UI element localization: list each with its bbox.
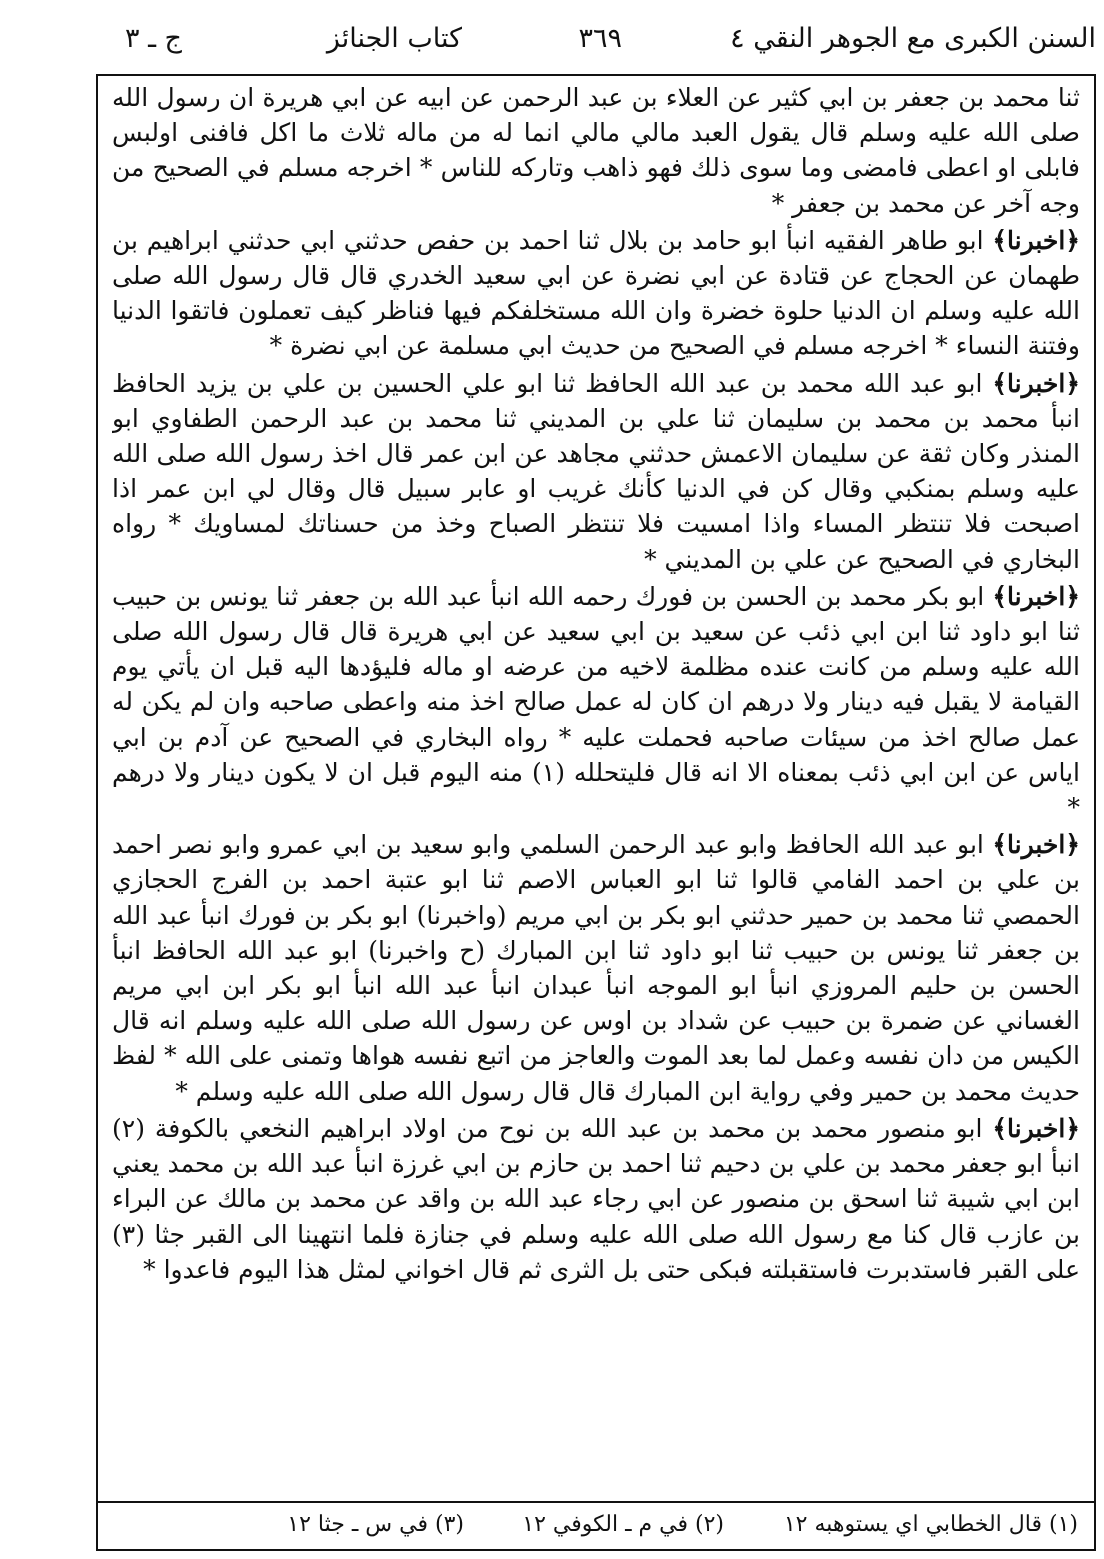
page-header [62, 8, 1102, 70]
footnote: (٢) في م ـ الكوفي ١٢ [522, 1512, 724, 1537]
chapter-title: كتاب الجنائز [326, 23, 462, 54]
footnotes [96, 1503, 1096, 1551]
hadith-text: ثنا محمد بن جعفر بن ابي كثير عن العلاء بن عبد الرحمن عن ابيه عن ابي هريرة ان رسول الله صلى الله عليه وسلم قال يقول العبد مالي مالي انما له من ماله ثلاث ما اكل فافنى اولبس فابلى او اعطى فامضى وما سوى ذلك فهو ذاهب وتاركه للناس * اخرجه مسلم في الصحيح من وجه آخر عن محمد بن جعفر * [112, 83, 1080, 218]
volume-label: ج ـ ٣ [124, 23, 182, 54]
narration-marker: ﴿اخبرنا﴾ [992, 830, 1080, 860]
hadith-paragraph [112, 80, 1080, 221]
hadith-paragraph [112, 366, 1080, 577]
hadith-text: ابو بكر محمد بن الحسن بن فورك رحمه الله انبأ عبد الله بن جعفر ثنا يونس بن حبيب ثنا ابو داود ثنا ابن ابي ذئب عن سعيد بن ابي سعيد عن ابي هريرة قال قال رسول الله صلى الله عليه وسلم من كانت عنده مظلمة لاخيه من عرضه او ماله فليؤدها اليه قبل ان يأتي يوم القيامة لا يقبل فيه دينار ولا درهم ان كان له عمل صالح اخذ منه واعطى صاحبه وان لم يكن له عمل صالح اخذ من سيئات صاحبه فحملت عليه * رواه البخاري في الصحيح عن آدم بن ابي اياس عن ابن ابي ذئب بمعناه الا انه قال فليتحلله (١) منه اليوم قبل ان لا يكون دينار ولا درهم * [112, 581, 1080, 823]
narration-marker: ﴿اخبرنا﴾ [992, 581, 1080, 611]
hadith-text: ابو عبد الله محمد بن عبد الله الحافظ ثنا ابو علي الحسين بن علي بن يزيد الحافظ انبأ محمد بن محمد بن سليمان ثنا علي بن المديني ثنا محمد بن عبد الرحمن الطفاوي ابو المنذر وكان ثقة عن سليمان الاعمش حدثني مجاهد عن ابن عمر قال اخذ رسول الله صلى الله عليه وسلم بمنكبي وقال كن في الدنيا كأنك غريب او عابر سبيل قال وقال لي ابن عمر اذا اصبحت فلا تنتظر المساء واذا امسيت فلا تنتظر الصباح وخذ من حسناتك لمساويك * رواه البخاري في الصحيح عن علي بن المديني * [112, 368, 1080, 574]
page-number: ٣٦٩ [578, 23, 622, 54]
hadith-paragraph [112, 827, 1080, 1109]
hadith-paragraph [112, 579, 1080, 825]
hadith-paragraph [112, 1111, 1080, 1287]
hadith-paragraph [112, 223, 1080, 364]
narration-marker: ﴿اخبرنا﴾ [992, 225, 1080, 255]
hadith-text: ابو عبد الله الحافظ وابو عبد الرحمن السلمي وابو سعيد بن ابي عمرو وابو نصر احمد بن علي بن احمد الفامي قالوا ثنا ابو العباس الاصم ثنا ابو عتبة احمد بن الفرج الحجازي الحمصي ثنا محمد بن حمير حدثني ابو بكر بن ابي مريم (واخبرنا) ابو بكر بن فورك انبأ عبد الله بن جعفر ثنا يونس بن حبيب ثنا ابو داود ثنا ابن المبارك (ح واخبرنا) ابو عبد الله الحافظ انبأ الحسن بن حليم المروزي انبأ ابو الموجه انبأ عبدان انبأ عبد الله انبأ ابو بكر ابن ابي مريم الغساني عن ضمرة بن حبيب عن شداد بن اوس عن رسول الله صلى الله عليه وسلم انه قال الكيس من دان نفسه وعمل لما بعد الموت والعاجز من اتبع نفسه هواها وتمنى على الله * لفظ حديث محمد بن حمير وفي رواية ابن المبارك قال قال رسول الله صلى الله عليه وسلم * [112, 830, 1080, 1106]
hadith-text: ابو طاهر الفقيه انبأ ابو حامد بن بلال ثنا احمد بن حفص حدثني ابي حدثني ابراهيم بن طهمان عن الحجاج عن قتادة عن ابي نضرة عن ابي سعيد الخدري قال قال رسول الله صلى الله عليه وسلم ان الدنيا حلوة خضرة وان الله مستخلفكم فيها فناظر كيف تعملون فاتقوا الدنيا وفتنة النساء * اخرجه مسلم في الصحيح من حديث ابي مسلمة عن ابي نضرة * [112, 225, 1080, 361]
main-text [112, 80, 1080, 1494]
footnote: (١) قال الخطابي اي يستوهبه ١٢ [783, 1512, 1078, 1537]
narration-marker: ﴿اخبرنا﴾ [992, 1113, 1080, 1143]
footnote: (٣) في س ـ جثا ١٢ [287, 1512, 464, 1537]
text-frame [96, 74, 1096, 1503]
book-title: السنن الكبرى مع الجوهر النقي ٤ [730, 23, 1096, 54]
narration-marker: ﴿اخبرنا﴾ [992, 368, 1080, 398]
hadith-text: ابو منصور محمد بن محمد بن عبد الله بن نوح من اولاد ابراهيم النخعي بالكوفة (٢) انبأ ابو جعفر محمد بن علي بن دحيم ثنا احمد بن حازم بن ابي غرزة انبأ عبد الله بن محمد يعني ابن ابي شيبة ثنا اسحق بن منصور عن ابي رجاء عبد الله بن واقد عن محمد بن مالك عن البراء بن عازب قال كنا مع رسول الله صلى الله عليه وسلم في جنازة فلما انتهينا الى القبر جثا (٣) على القبر فاستدبرت فاستقبلته فبكى حتى بل الثرى ثم قال اخواني لمثل هذا اليوم فاعدوا * [112, 1113, 1080, 1284]
